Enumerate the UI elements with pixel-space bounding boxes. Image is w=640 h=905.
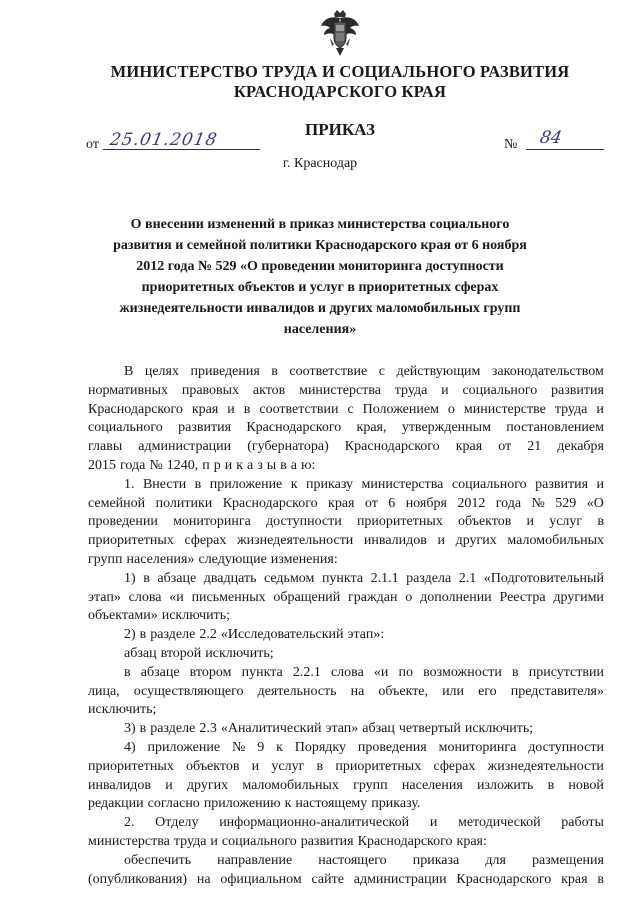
body-line: 4) приложение № 9 к Порядку проведения мониторинга доступности <box>124 739 604 755</box>
body-line: обеспечить направление настоящего приказа для размещения <box>124 852 604 868</box>
body-line: проведении мониторинга доступности приоритетных объектов и услуг в <box>88 514 604 530</box>
coat-of-arms-icon <box>318 8 362 58</box>
body-line: исключить; <box>88 702 157 718</box>
body-line: этап» слова «и письменных обращений граждан о дополнении Реестра другими <box>88 589 604 605</box>
body-line: семейной политики Краснодарского края от 6 ноября 2012 года № 529 «О <box>88 495 604 511</box>
body-line: министерства труда и социального развития Краснодарского края: <box>88 833 487 849</box>
body-line: групп населения» следующие изменения: <box>88 551 338 567</box>
subject-line: О внесении изменений в приказ министерства социального <box>130 217 510 232</box>
body-line: в абзаце втором пункта 2.2.1 слова «и по возможности в присутствии <box>124 664 604 680</box>
body-line: приоритетных объектов и услуг в приоритетных сферах жизнедеятельности <box>88 758 604 774</box>
body-line: 1) в абзаце двадцать седьмом пункта 2.1.1 раздела 2.1 «Подготовительный <box>124 570 604 586</box>
body-line: лица, осуществляющего деятельность на объекте, или его представителя» <box>88 683 604 699</box>
ministry-name-line1: МИНИСТЕРСТВО ТРУДА И СОЦИАЛЬНОГО РАЗВИТИЯ <box>110 62 570 81</box>
order-number: 84 <box>538 128 564 148</box>
body-line: 2) в разделе 2.2 «Исследовательский этап»: <box>124 627 385 643</box>
body-line: объектами» исключить; <box>88 608 231 624</box>
subject-line: развития и семейной политики Краснодарского края от 6 ноября <box>113 238 527 253</box>
body-line: нормативных правовых актов министерства труда и социального развития <box>88 382 604 398</box>
body-line: 3) в разделе 2.3 «Аналитический этап» абзац четвертый исключить; <box>124 721 534 737</box>
body-line: В целях приведения в соответствие с действующим законодательством <box>124 364 604 379</box>
order-date: 25.01.2018 <box>108 130 220 150</box>
body-line: 2. Отделу информационно-аналитической и методической работы <box>124 815 604 831</box>
body-line: приоритетных сферах жизнедеятельности инвалидов и других маломобильных <box>88 533 604 549</box>
document-title: ПРИКАЗ <box>305 120 375 139</box>
subject-line: населения» <box>283 322 357 337</box>
subject-line: жизнедеятельности инвалидов и других маломобильных групп <box>119 301 521 316</box>
subject-line: 2012 года № 529 «О проведении мониторинга доступности <box>136 259 504 274</box>
body-line: инвалидов и других маломобильных групп населения изложить в новой <box>88 777 604 793</box>
subject-line: приоритетных объектов и услуг в приоритетных сферах <box>141 280 499 295</box>
date-prefix: от <box>86 137 99 152</box>
order-body <box>88 363 604 889</box>
city-line: г. Краснодар <box>282 156 358 171</box>
body-line: главы администрации (губернатора) Краснодарского края от 21 декабря <box>88 439 604 455</box>
body-line: абзац второй исключить; <box>124 645 274 661</box>
number-prefix: № <box>504 137 518 152</box>
body-line: (опубликования) на официальном сайте администрации Краснодарского края в <box>88 871 604 887</box>
body-line: 2015 года № 1240, п р и к а з ы в а ю: <box>88 457 316 473</box>
body-line: 1. Внести в приложение к приказу министерства социального развития и <box>124 476 604 492</box>
ministry-name-line2: КРАСНОДАРСКОГО КРАЯ <box>233 82 447 101</box>
body-line: редакции согласно приложению к настоящему приказу. <box>88 796 421 812</box>
body-line: социального развития Краснодарского края, утвержденным постановлением <box>88 420 604 436</box>
order-subject <box>110 214 530 340</box>
body-line: Краснодарского края и в соответствии с Положением о министерстве труда и <box>88 401 604 417</box>
